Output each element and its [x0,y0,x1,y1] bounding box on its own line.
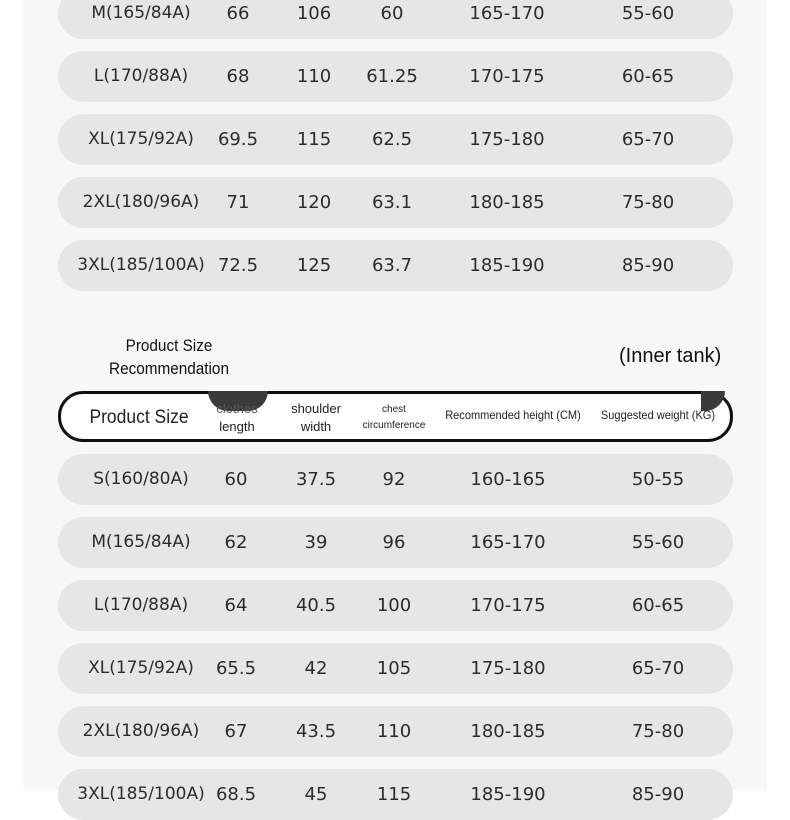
table-row [58,177,733,228]
size-cell: L(170/88A) [93,595,189,615]
table-row [58,114,733,165]
size-cell: 3XL(185/100A) [77,255,205,275]
size-cell: 3XL(185/100A) [77,784,205,804]
weight-cell: 65-70 [621,129,675,150]
value-cell: 67 [224,721,248,742]
height-cell: 160-165 [470,469,546,490]
value-cell: 42 [304,658,328,679]
value-cell: 63.7 [371,255,413,276]
table-row [58,706,733,757]
height-cell: 175-180 [469,129,545,150]
value-cell: 92 [382,469,406,490]
table-row [58,454,733,505]
header-label: circumference [362,420,426,431]
height-cell: 170-175 [470,595,546,616]
value-cell: 105 [376,658,412,679]
value-cell: 63.1 [371,192,413,213]
value-cell: 64 [224,595,248,616]
value-cell: 120 [296,192,332,213]
value-cell: 66 [226,3,250,24]
table-row [58,240,733,291]
header-recommended-height: Recommended height (CM) [445,408,581,422]
weight-cell: 55-60 [621,3,675,24]
value-cell: 106 [296,3,332,24]
section-title-line: Product Size [125,336,213,355]
height-cell: 185-190 [469,255,545,276]
section-subtitle: (Inner tank) [619,345,722,367]
height-cell: 180-185 [469,192,545,213]
value-cell: 40.5 [295,595,337,616]
table-row [58,51,733,102]
header-label: clothes [216,401,258,416]
value-cell: 96 [382,532,406,553]
section-title-line: Recommendation [109,359,229,378]
weight-cell: 75-80 [631,721,685,742]
size-cell: XL(175/92A) [88,129,194,149]
header-product-size: Product Size [89,407,189,428]
value-cell: 125 [296,255,332,276]
size-cell: XL(175/92A) [88,658,194,678]
table-row [58,580,733,631]
height-cell: 165-170 [469,3,545,24]
weight-cell: 85-90 [631,784,685,805]
value-cell: 62 [224,532,248,553]
table-header [58,391,733,442]
weight-cell: 60-65 [631,595,685,616]
table-row [58,643,733,694]
weight-cell: 75-80 [621,192,675,213]
value-cell: 45 [304,784,328,805]
value-cell: 110 [296,66,332,87]
header-label: chest [382,404,406,415]
value-cell: 60 [224,469,248,490]
header-shoulder-width [291,400,341,436]
table-row [58,0,733,39]
size-cell: 2XL(180/96A) [82,192,200,212]
height-cell: 175-180 [470,658,546,679]
header-suggested-weight: Suggested weight (KG) [600,408,716,422]
header-chest-circumference [363,402,426,434]
header-clothes-length [216,400,257,436]
size-cell: L(170/88A) [93,66,189,86]
value-cell: 39 [304,532,328,553]
weight-cell: 55-60 [631,532,685,553]
table-row [58,769,733,820]
value-cell: 69.5 [217,129,259,150]
value-cell: 65.5 [215,658,257,679]
value-cell: 68 [226,66,250,87]
weight-cell: 85-90 [621,255,675,276]
height-cell: 185-190 [470,784,546,805]
value-cell: 110 [376,721,412,742]
value-cell: 100 [376,595,412,616]
value-cell: 62.5 [371,129,413,150]
height-cell: 170-175 [469,66,545,87]
weight-cell: 60-65 [621,66,675,87]
value-cell: 43.5 [295,721,337,742]
size-cell: M(165/84A) [91,532,191,552]
size-cell: M(165/84A) [91,3,191,23]
height-cell: 180-185 [470,721,546,742]
header-label: width [300,419,332,434]
size-cell: 2XL(180/96A) [82,721,200,741]
value-cell: 61.25 [366,66,418,87]
value-cell: 71 [226,192,250,213]
value-cell: 115 [376,784,412,805]
weight-cell: 50-55 [631,469,685,490]
section-title [103,334,234,380]
size-cell: S(160/80A) [93,469,189,489]
header-label: shoulder [291,401,341,416]
value-cell: 72.5 [217,255,259,276]
header-label: length [219,419,255,434]
table-row [58,517,733,568]
value-cell: 60 [380,3,404,24]
weight-cell: 65-70 [631,658,685,679]
value-cell: 37.5 [295,469,337,490]
height-cell: 165-170 [470,532,546,553]
value-cell: 115 [296,129,332,150]
value-cell: 68.5 [215,784,257,805]
